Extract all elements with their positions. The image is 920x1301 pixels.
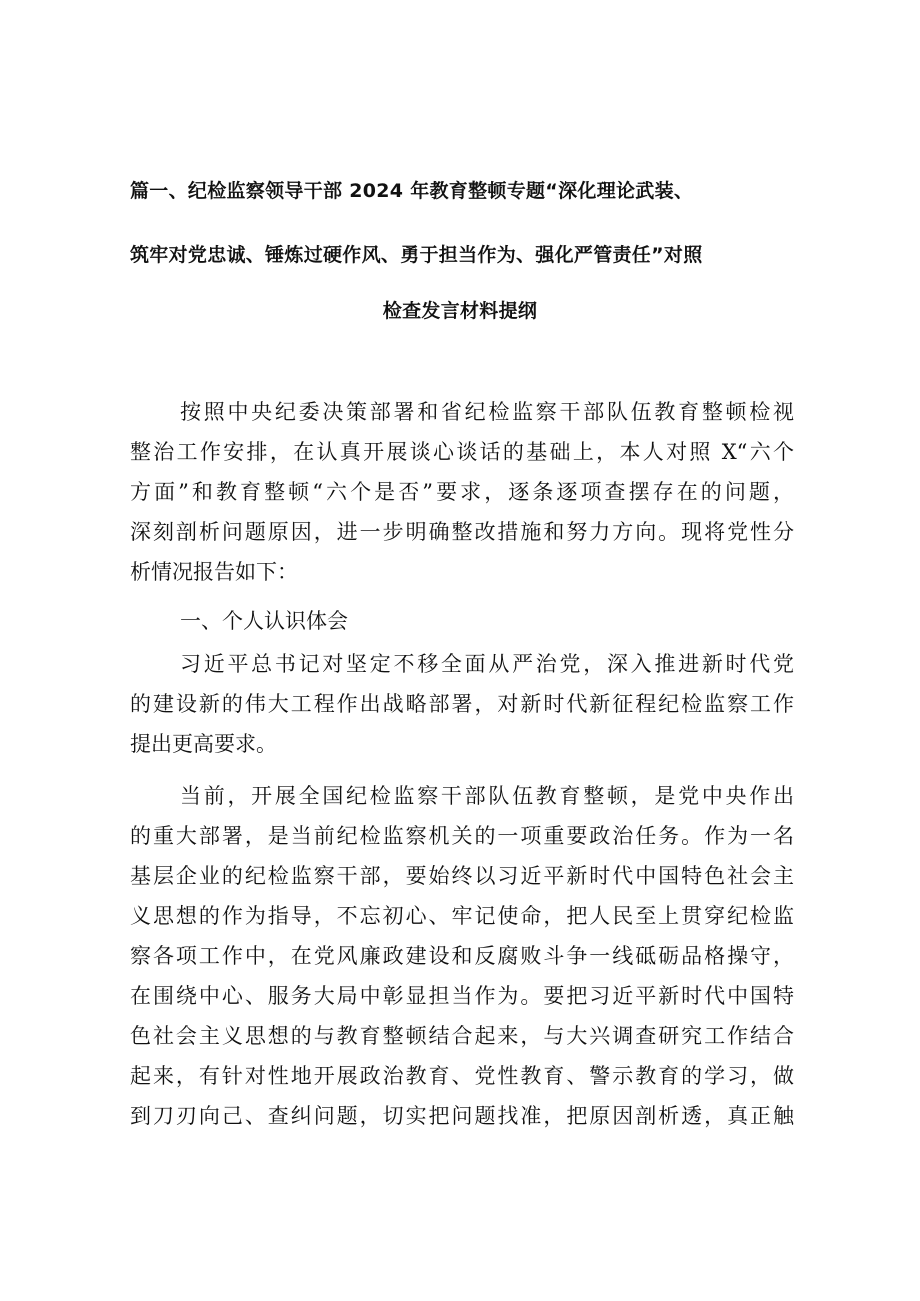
section-heading: 一、个人认识体会 bbox=[180, 609, 348, 633]
title-line-1: 篇一、纪检监察领导干部 2024 年教育整顿专题“深化理论武装、 bbox=[130, 180, 694, 202]
para2-line: 基层企业的纪检监察干部，要始终以习近平新时代中国特色社会主 bbox=[130, 864, 794, 888]
para2-line: 起来，有针对性地开展政治教育、党性教育、警示教育的学习，做 bbox=[130, 1064, 794, 1088]
para2-line: 义思想的作为指导，不忘初心、牢记使命，把人民至上贯穿纪检监 bbox=[130, 904, 794, 928]
para2-line: 到刀刃向己、查纠问题，切实把问题找准，把原因剖析透，真正触 bbox=[130, 1104, 794, 1128]
title-line-2: 筑牢对党忠诚、锤炼过硬作风、勇于担当作为、强化严管责任”对照 bbox=[130, 244, 703, 266]
intro-line: 深刻剖析问题原因，进一步明确整改措施和努力方向。现将党性分 bbox=[130, 520, 794, 544]
para2-line: 察各项工作中，在党风廉政建设和反腐败斗争一线砥砺品格操守， bbox=[130, 944, 794, 968]
para2-line: 当前，开展全国纪检监察干部队伍教育整顿，是党中央作出 bbox=[180, 784, 794, 808]
title-line-3: 检查发言材料提纲 bbox=[382, 300, 538, 322]
intro-line: 方面”和教育整顿“六个是否”要求，逐条逐项查摆存在的问题， bbox=[130, 480, 794, 504]
intro-line: 析情况报告如下： bbox=[130, 560, 298, 584]
intro-line: 整治工作安排，在认真开展谈心谈话的基础上，本人对照 X“六个 bbox=[130, 440, 794, 464]
para2-line: 色社会主义思想的与教育整顿结合起来，与大兴调查研究工作结合 bbox=[130, 1024, 794, 1048]
para1-line: 习近平总书记对坚定不移全面从严治党，深入推进新时代党 bbox=[180, 652, 794, 676]
para2-line: 的重大部署，是当前纪检监察机关的一项重要政治任务。作为一名 bbox=[130, 824, 794, 848]
para1-line: 的建设新的伟大工程作出战略部署，对新时代新征程纪检监察工作 bbox=[130, 692, 794, 716]
para2-line: 在围绕中心、服务大局中彰显担当作为。要把习近平新时代中国特 bbox=[130, 984, 794, 1008]
para1-line: 提出更高要求。 bbox=[130, 732, 277, 756]
intro-line: 按照中央纪委决策部署和省纪检监察干部队伍教育整顿检视 bbox=[180, 400, 794, 424]
